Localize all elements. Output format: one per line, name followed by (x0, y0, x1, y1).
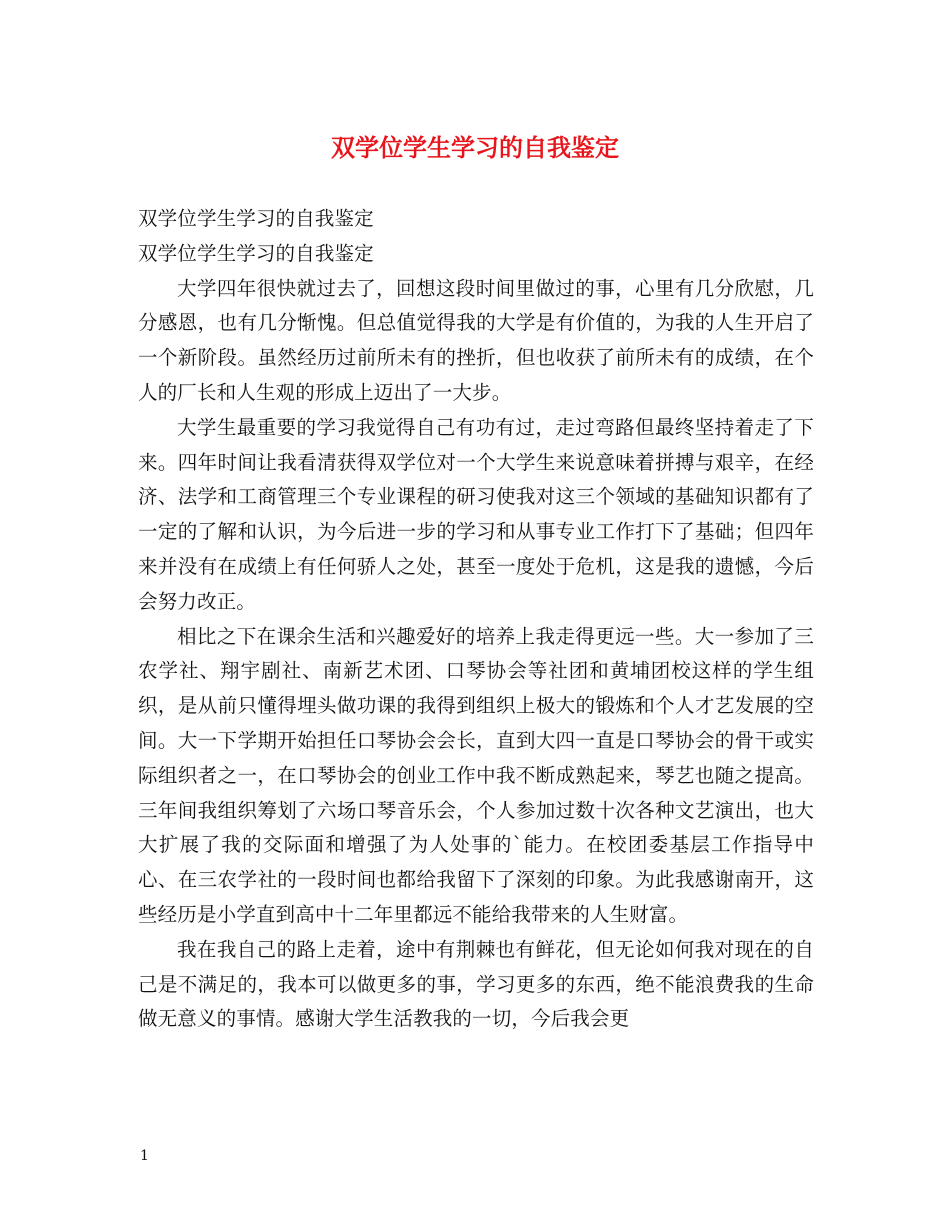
paragraph-4: 我在我自己的路上走着，途中有荆棘也有鲜花，但无论如何我对现在的自己是不满足的，我本可以做更多的事，学习更多的东西，绝不能浪费我的生命做无意义的事情。感谢大学生活教我的一切，今后我会更 (138, 937, 814, 1031)
paragraph-3: 相比之下在课余生活和兴趣爱好的培养上我走得更远一些。大一参加了三农学社、翔宇剧社、南新艺术团、口琴协会等社团和黄埔团校这样的学生组织，是从前只懂得埋头做功课的我得到组织上极大的锻炼和个人才艺发展的空间。大一下学期开始担任口琴协会会长，直到大四一直是口琴协会的骨干或实际组织者之一，在口琴协会的创业工作中我不断成熟起来，琴艺也随之提高。三年间我组织筹划了六场口琴音乐会，个人参加过数十次各种文艺演出，也大大扩展了我的交际面和增强了为人处事的`能力。在校团委基层工作指导中心、在三农学社的一段时间也都给我留下了深刻的印象。为此我感谢南开，这些经历是小学直到高中十二年里都远不能给我带来的人生财富。 (138, 624, 814, 926)
subtitle-line-2: 双学位学生学习的自我鉴定 (138, 241, 374, 265)
subtitle-line-1: 双学位学生学习的自我鉴定 (138, 207, 374, 230)
page-number: 1 (140, 1148, 149, 1164)
paragraph-2: 大学生最重要的学习我觉得自己有功有过，走过弯路但最终坚持着走了下来。四年时间让我看清获得双学位对一个大学生来说意味着拼搏与艰辛，在经济、法学和工商管理三个专业课程的研习使我对这三个领域的基础知识都有了一定的了解和认识，为今后进一步的学习和从事专业工作打下了基础；但四年来并没有在成绩上有任何骄人之处，甚至一度处于危机，这是我的遗憾，今后会努力改正。 (138, 415, 814, 613)
document-body (138, 202, 814, 1037)
document-title: 双学位学生学习的自我鉴定 (331, 133, 619, 162)
paragraph-1: 大学四年很快就过去了，回想这段时间里做过的事，心里有几分欣慰，几分感恩，也有几分惭愧。但总值觉得我的大学是有价值的，为我的人生开启了一个新阶段。虽然经历过前所未有的挫折，但也收获了前所未有的成绩，在个人的厂长和人生观的形成上迈出了一大步。 (138, 276, 814, 404)
